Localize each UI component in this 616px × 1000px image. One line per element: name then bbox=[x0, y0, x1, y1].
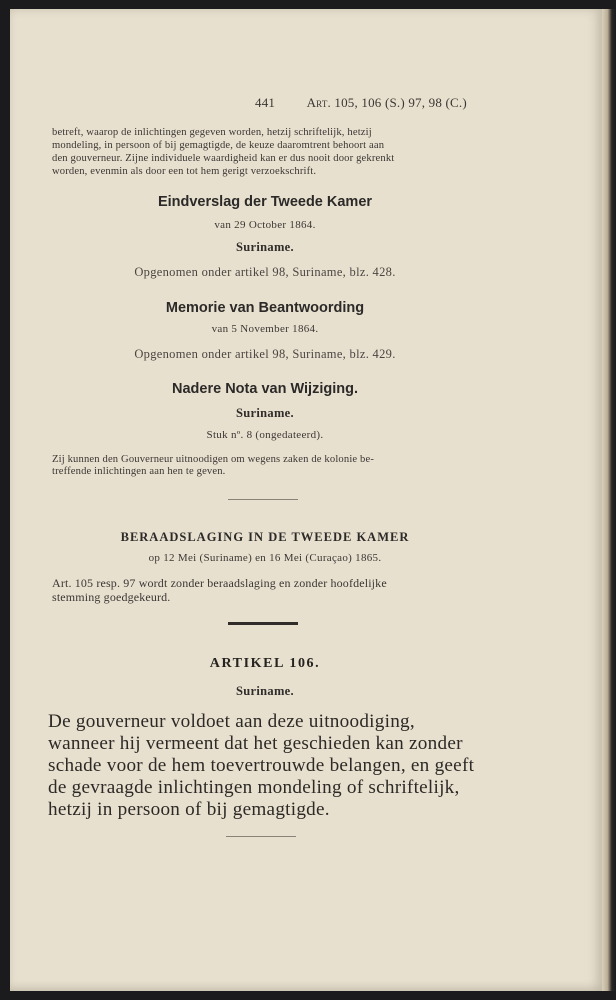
page-edge bbox=[602, 9, 616, 991]
section4-line-2: stemming goedgekeurd. bbox=[52, 590, 171, 604]
section1-date: van 29 October 1864. bbox=[214, 219, 316, 231]
section1-ref: Opgenomen onder artikel 98, Suriname, blz. 428. bbox=[134, 265, 396, 279]
article-region: Suriname. bbox=[236, 684, 294, 698]
article-line-1: De gouverneur voldoet aan deze uitnoodiging, bbox=[48, 711, 415, 732]
divider-thick bbox=[228, 622, 298, 625]
article-line-5: hetzij in persoon of bij gemagtigde. bbox=[48, 799, 330, 820]
divider-1 bbox=[228, 499, 298, 500]
article-line-2: wanneer hij vermeent dat het geschieden kan zonder bbox=[48, 733, 463, 754]
section2-ref: Opgenomen onder artikel 98, Suriname, blz. 429. bbox=[134, 347, 396, 361]
article-text bbox=[48, 711, 480, 821]
intro-line-3: den gouverneur. Zijne individuele waardigheid kan er dus nooit door gekrenkt bbox=[52, 153, 395, 164]
running-head-section: Art. 105, 106 (S.) 97, 98 (C.) bbox=[306, 95, 467, 110]
section3-line-1: Zij kunnen den Gouverneur uitnoodigen om wegens zaken de kolonie be- bbox=[52, 454, 375, 465]
page-number: 441 bbox=[255, 95, 276, 110]
intro-line-2: mondeling, in persoon of bij gemagtigde, de keuze daaromtrent behoort aan bbox=[52, 140, 385, 151]
article-line-4: de gevraagde inlichtingen mondeling of schriftelijk, bbox=[48, 777, 460, 798]
running-head bbox=[255, 95, 467, 111]
article-line-3: schade voor de hem toevertrouwde belangen, en geeft bbox=[48, 755, 475, 776]
section3-stuk: Stuk nº. 8 (ongedateerd). bbox=[206, 429, 324, 441]
section4-line-1: Art. 105 resp. 97 wordt zonder beraadslaging en zonder hoofdelijke bbox=[52, 576, 387, 590]
section1-heading: Eindverslag der Tweede Kamer bbox=[157, 194, 373, 210]
section4-dates: op 12 Mei (Suriname) en 16 Mei (Curaçao) 1865. bbox=[148, 552, 382, 564]
section3-heading: Nadere Nota van Wijziging. bbox=[172, 381, 358, 397]
divider-2 bbox=[226, 836, 296, 837]
intro-line-1: betreft, waarop de inlichtingen gegeven worden, hetzij schriftelijk, hetzij bbox=[52, 127, 372, 138]
section2-date: van 5 November 1864. bbox=[211, 323, 319, 335]
section4-heading: BERAADSLAGING IN DE TWEEDE KAMER bbox=[120, 530, 410, 544]
section3-region: Suriname. bbox=[236, 406, 294, 420]
intro-line-4: worden, evenmin als door een tot hem gerigt verzoekschrift. bbox=[52, 166, 317, 177]
section1-region: Suriname. bbox=[236, 240, 294, 254]
section2-heading: Memorie van Beantwoording bbox=[165, 300, 365, 316]
section3-line-2: treffende inlichtingen aan hen te geven. bbox=[52, 466, 226, 477]
article-heading: ARTIKEL 106. bbox=[209, 656, 321, 671]
